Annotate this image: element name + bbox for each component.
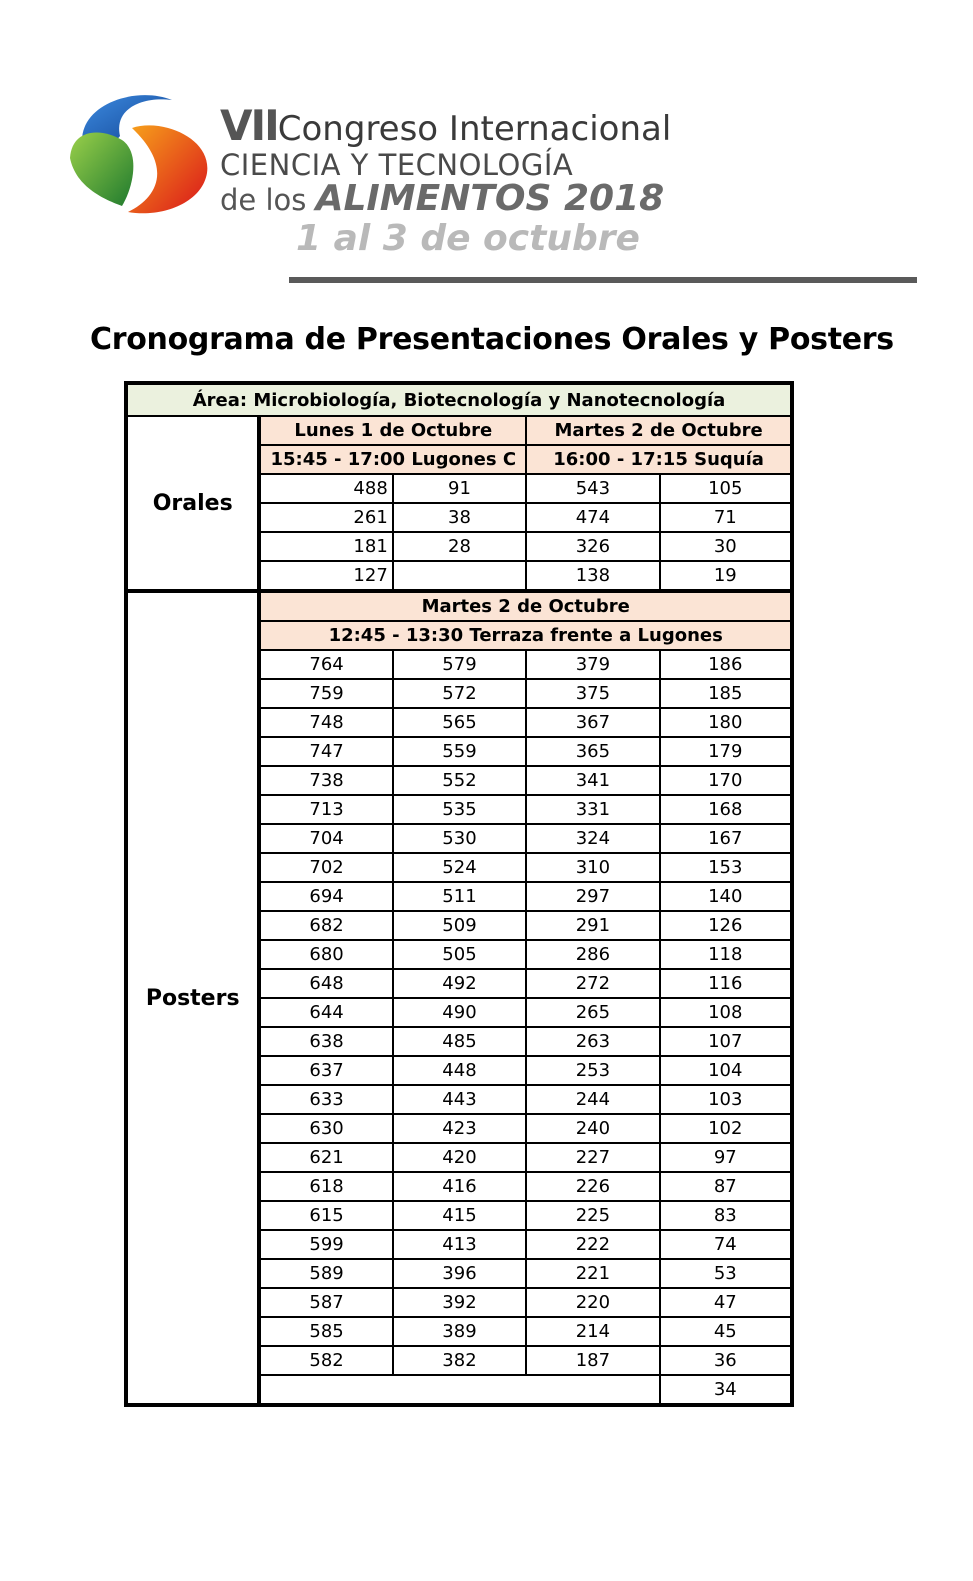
posters-cell: 694 bbox=[259, 882, 392, 911]
posters-cell: 186 bbox=[660, 650, 792, 679]
schedule-table bbox=[124, 381, 794, 1407]
logo-line-3 bbox=[220, 178, 665, 219]
posters-cell: 382 bbox=[393, 1346, 526, 1375]
logo-de-los: de los bbox=[220, 183, 316, 217]
posters-cell: 509 bbox=[393, 911, 526, 940]
posters-cell: 589 bbox=[259, 1259, 392, 1288]
header-divider bbox=[289, 277, 917, 283]
logo-line-2: CIENCIA Y TECNOLOGÍA bbox=[220, 148, 574, 182]
logo-line-1 bbox=[220, 101, 672, 150]
posters-cell: 572 bbox=[393, 679, 526, 708]
posters-cell: 225 bbox=[526, 1201, 659, 1230]
posters-cell: 490 bbox=[393, 998, 526, 1027]
posters-cell: 179 bbox=[660, 737, 792, 766]
posters-cell: 638 bbox=[259, 1027, 392, 1056]
orales-cell: 71 bbox=[660, 503, 792, 532]
posters-cell: 759 bbox=[259, 679, 392, 708]
posters-cell: 505 bbox=[393, 940, 526, 969]
posters-cell: 413 bbox=[393, 1230, 526, 1259]
posters-cell: 415 bbox=[393, 1201, 526, 1230]
posters-cell: 582 bbox=[259, 1346, 392, 1375]
posters-cell: 524 bbox=[393, 853, 526, 882]
logo-congreso-text: Congreso Internacional bbox=[277, 109, 672, 149]
posters-cell: 253 bbox=[526, 1056, 659, 1085]
posters-cell: 448 bbox=[393, 1056, 526, 1085]
posters-cell: 764 bbox=[259, 650, 392, 679]
posters-cell: 618 bbox=[259, 1172, 392, 1201]
posters-cell: 34 bbox=[660, 1375, 792, 1405]
posters-cell: 392 bbox=[393, 1288, 526, 1317]
posters-cell: 240 bbox=[526, 1114, 659, 1143]
posters-cell: 648 bbox=[259, 969, 392, 998]
posters-cell: 747 bbox=[259, 737, 392, 766]
posters-cell: 170 bbox=[660, 766, 792, 795]
orales-cell: 19 bbox=[660, 561, 792, 591]
orales-cell: 488 bbox=[259, 474, 392, 503]
posters-cell: 310 bbox=[526, 853, 659, 882]
posters-cell: 185 bbox=[660, 679, 792, 708]
orales-cell: 91 bbox=[393, 474, 526, 503]
posters-cell: 704 bbox=[259, 824, 392, 853]
posters-cell: 367 bbox=[526, 708, 659, 737]
posters-cell: 168 bbox=[660, 795, 792, 824]
posters-cell: 423 bbox=[393, 1114, 526, 1143]
orales-left-day: Lunes 1 de Octubre bbox=[259, 416, 526, 445]
posters-cell: 375 bbox=[526, 679, 659, 708]
posters-cell: 140 bbox=[660, 882, 792, 911]
posters-cell: 565 bbox=[393, 708, 526, 737]
orales-cell bbox=[393, 561, 526, 591]
posters-cell: 443 bbox=[393, 1085, 526, 1114]
posters-cell: 118 bbox=[660, 940, 792, 969]
orales-right-day: Martes 2 de Octubre bbox=[526, 416, 792, 445]
posters-cell: 379 bbox=[526, 650, 659, 679]
posters-cell: 416 bbox=[393, 1172, 526, 1201]
congress-wordmark bbox=[220, 101, 672, 219]
posters-cell: 244 bbox=[526, 1085, 659, 1114]
posters-cell: 47 bbox=[660, 1288, 792, 1317]
posters-cell: 365 bbox=[526, 737, 659, 766]
posters-cell: 713 bbox=[259, 795, 392, 824]
posters-cell: 53 bbox=[660, 1259, 792, 1288]
posters-cell: 324 bbox=[526, 824, 659, 853]
posters-cell: 633 bbox=[259, 1085, 392, 1114]
posters-cell: 45 bbox=[660, 1317, 792, 1346]
logo-roman-numeral: VII bbox=[220, 101, 278, 150]
posters-cell: 511 bbox=[393, 882, 526, 911]
posters-cell: 87 bbox=[660, 1172, 792, 1201]
posters-cell: 485 bbox=[393, 1027, 526, 1056]
logo-dates: 1 al 3 de octubre bbox=[296, 218, 640, 259]
posters-header-row bbox=[126, 591, 792, 621]
orales-right-time: 16:00 - 17:15 Suquía bbox=[526, 445, 792, 474]
posters-cell: 180 bbox=[660, 708, 792, 737]
posters-cell: 559 bbox=[393, 737, 526, 766]
posters-cell: 630 bbox=[259, 1114, 392, 1143]
orales-left-time: 15:45 - 17:00 Lugones C bbox=[259, 445, 526, 474]
posters-cell: 153 bbox=[660, 853, 792, 882]
posters-cell: 297 bbox=[526, 882, 659, 911]
posters-cell: 116 bbox=[660, 969, 792, 998]
logo-alimentos: ALIMENTOS 2018 bbox=[315, 178, 665, 219]
posters-cell: 587 bbox=[259, 1288, 392, 1317]
posters-cell: 108 bbox=[660, 998, 792, 1027]
posters-cell: 389 bbox=[393, 1317, 526, 1346]
posters-cell: 530 bbox=[393, 824, 526, 853]
posters-cell: 265 bbox=[526, 998, 659, 1027]
posters-cell: 644 bbox=[259, 998, 392, 1027]
orales-cell: 127 bbox=[259, 561, 392, 591]
posters-cell: 680 bbox=[259, 940, 392, 969]
posters-cell: 221 bbox=[526, 1259, 659, 1288]
posters-cell: 291 bbox=[526, 911, 659, 940]
posters-cell: 702 bbox=[259, 853, 392, 882]
posters-cell: 396 bbox=[393, 1259, 526, 1288]
posters-cell: 102 bbox=[660, 1114, 792, 1143]
posters-cell: 97 bbox=[660, 1143, 792, 1172]
posters-cell: 103 bbox=[660, 1085, 792, 1114]
posters-day: Martes 2 de Octubre bbox=[259, 591, 792, 621]
posters-cell: 214 bbox=[526, 1317, 659, 1346]
posters-cell: 341 bbox=[526, 766, 659, 795]
posters-cell: 535 bbox=[393, 795, 526, 824]
posters-cell: 682 bbox=[259, 911, 392, 940]
posters-cell: 286 bbox=[526, 940, 659, 969]
posters-cell: 637 bbox=[259, 1056, 392, 1085]
posters-cell: 552 bbox=[393, 766, 526, 795]
orales-cell: 326 bbox=[526, 532, 659, 561]
area-header: Área: Microbiología, Biotecnología y Nanotecnología bbox=[126, 383, 792, 416]
posters-cell: 126 bbox=[660, 911, 792, 940]
posters-cell: 187 bbox=[526, 1346, 659, 1375]
posters-cell: 167 bbox=[660, 824, 792, 853]
orales-cell: 138 bbox=[526, 561, 659, 591]
posters-cell: 492 bbox=[393, 969, 526, 998]
posters-cell: 222 bbox=[526, 1230, 659, 1259]
orales-label: Orales bbox=[126, 416, 259, 591]
posters-cell: 220 bbox=[526, 1288, 659, 1317]
orales-cell: 261 bbox=[259, 503, 392, 532]
posters-empty-cell bbox=[259, 1375, 659, 1405]
posters-cell: 227 bbox=[526, 1143, 659, 1172]
congress-logo-icon bbox=[62, 88, 222, 223]
page-title: Cronograma de Presentaciones Orales y Posters bbox=[90, 322, 894, 357]
posters-cell: 263 bbox=[526, 1027, 659, 1056]
posters-label: Posters bbox=[126, 591, 259, 1405]
orales-cell: 38 bbox=[393, 503, 526, 532]
posters-cell: 331 bbox=[526, 795, 659, 824]
posters-cell: 420 bbox=[393, 1143, 526, 1172]
posters-cell: 738 bbox=[259, 766, 392, 795]
orales-cell: 30 bbox=[660, 532, 792, 561]
posters-cell: 621 bbox=[259, 1143, 392, 1172]
posters-cell: 272 bbox=[526, 969, 659, 998]
posters-time: 12:45 - 13:30 Terraza frente a Lugones bbox=[259, 621, 792, 650]
posters-cell: 615 bbox=[259, 1201, 392, 1230]
orales-cell: 181 bbox=[259, 532, 392, 561]
posters-cell: 107 bbox=[660, 1027, 792, 1056]
orales-cell: 105 bbox=[660, 474, 792, 503]
orales-cell: 543 bbox=[526, 474, 659, 503]
posters-cell: 36 bbox=[660, 1346, 792, 1375]
posters-cell: 579 bbox=[393, 650, 526, 679]
posters-cell: 599 bbox=[259, 1230, 392, 1259]
orales-cell: 474 bbox=[526, 503, 659, 532]
orales-cell: 28 bbox=[393, 532, 526, 561]
posters-cell: 74 bbox=[660, 1230, 792, 1259]
posters-cell: 83 bbox=[660, 1201, 792, 1230]
posters-cell: 585 bbox=[259, 1317, 392, 1346]
posters-cell: 748 bbox=[259, 708, 392, 737]
posters-cell: 104 bbox=[660, 1056, 792, 1085]
posters-cell: 226 bbox=[526, 1172, 659, 1201]
